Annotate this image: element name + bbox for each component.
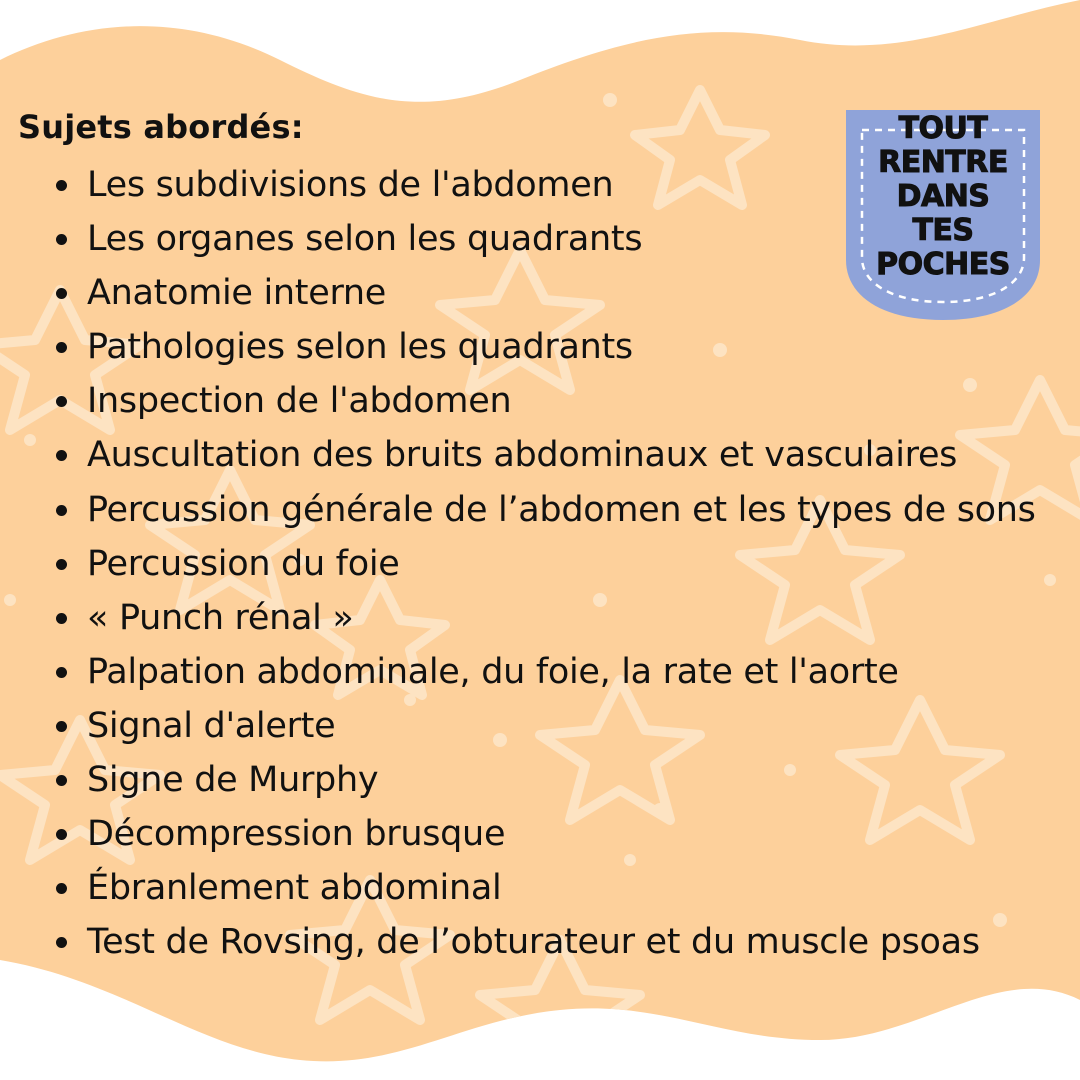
list-item-label: « Punch rénal » bbox=[87, 597, 354, 638]
list-item-label: Anatomie interne bbox=[87, 273, 387, 314]
dot-decoration bbox=[4, 594, 16, 606]
logo-line: TOUT bbox=[898, 111, 988, 146]
list-item bbox=[52, 483, 1036, 537]
list-item-label: Test de Rovsing, de l’obturateur et du muscle psoas bbox=[87, 922, 980, 963]
bullet-icon bbox=[56, 396, 67, 407]
list-item-label: Les organes selon les quadrants bbox=[87, 219, 643, 260]
dot-decoration bbox=[1044, 574, 1056, 586]
list-item-label: Palpation abdominale, du foie, la rate et l'aorte bbox=[87, 651, 899, 692]
bullet-icon bbox=[56, 450, 67, 461]
logo-line: DANS bbox=[896, 179, 990, 214]
bullet-icon bbox=[56, 234, 67, 245]
bullet-icon bbox=[56, 937, 67, 948]
list-item-label: Percussion du foie bbox=[87, 543, 400, 584]
bullet-icon bbox=[56, 342, 67, 353]
list-item-label: Auscultation des bruits abdominaux et vasculaires bbox=[87, 435, 958, 476]
list-item-label: Décompression brusque bbox=[87, 814, 506, 855]
bullet-icon bbox=[56, 505, 67, 516]
logo-line: POCHES bbox=[876, 247, 1010, 282]
logo-text bbox=[846, 112, 1040, 282]
list-item bbox=[52, 537, 1036, 591]
list-item bbox=[52, 374, 1036, 428]
dot-decoration bbox=[603, 93, 617, 107]
list-item bbox=[52, 861, 1036, 915]
bullet-icon bbox=[56, 180, 67, 191]
list-item bbox=[52, 915, 1036, 969]
list-item-label: Percussion générale de l’abdomen et les types de sons bbox=[87, 489, 1036, 530]
section-heading: Sujets abordés: bbox=[18, 108, 304, 146]
list-item bbox=[52, 645, 1036, 699]
list-item bbox=[52, 428, 1036, 482]
list-item-label: Signe de Murphy bbox=[87, 760, 379, 801]
list-item bbox=[52, 591, 1036, 645]
bullet-icon bbox=[56, 721, 67, 732]
bullet-icon bbox=[56, 288, 67, 299]
list-item bbox=[52, 753, 1036, 807]
bullet-icon bbox=[56, 667, 67, 678]
bullet-icon bbox=[56, 829, 67, 840]
logo-line: TES bbox=[912, 213, 974, 248]
bullet-icon bbox=[56, 883, 67, 894]
logo-line: RENTRE bbox=[878, 145, 1008, 180]
dot-decoration bbox=[24, 434, 36, 446]
list-item-label: Inspection de l'abdomen bbox=[87, 381, 512, 422]
bullet-icon bbox=[56, 775, 67, 786]
list-item bbox=[52, 807, 1036, 861]
list-item-label: Les subdivisions de l'abdomen bbox=[87, 165, 614, 205]
list-item bbox=[52, 699, 1036, 753]
list-item-label: Signal d'alerte bbox=[87, 705, 336, 746]
bullet-icon bbox=[56, 559, 67, 570]
list-item-label: Pathologies selon les quadrants bbox=[87, 327, 633, 368]
list-item bbox=[52, 320, 1036, 374]
bullet-icon bbox=[56, 613, 67, 624]
list-item-label: Ébranlement abdominal bbox=[87, 868, 502, 909]
